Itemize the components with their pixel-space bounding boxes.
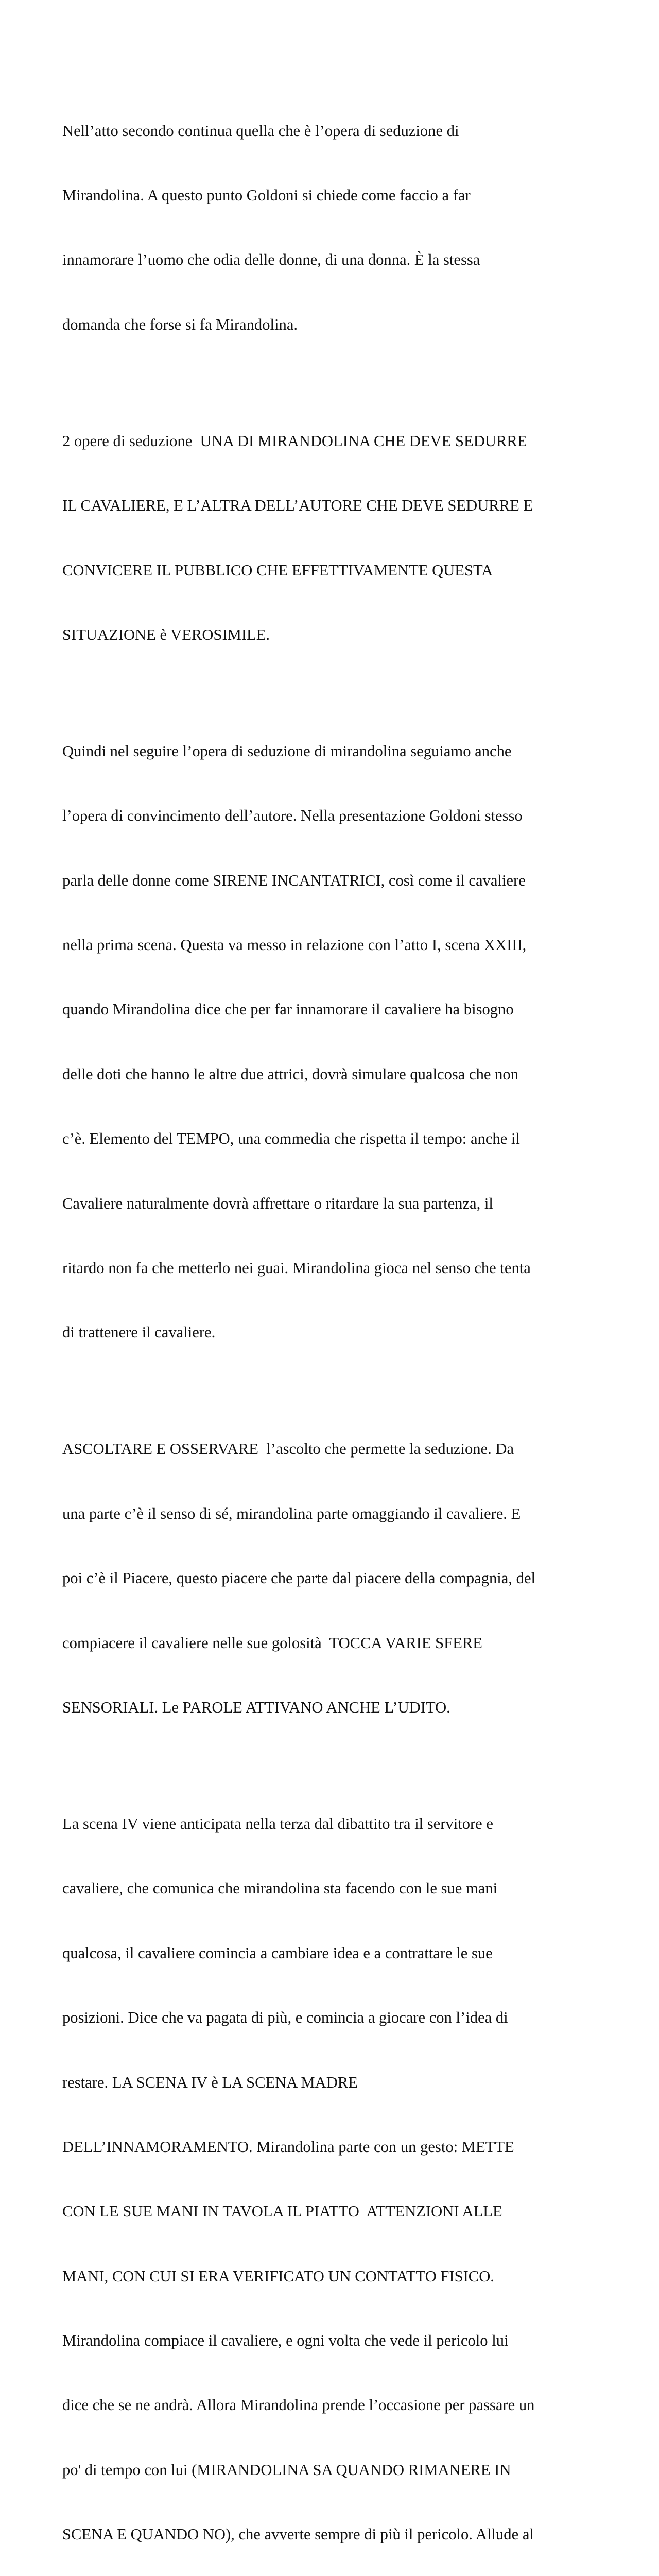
- paragraph-2: [62, 387, 608, 689]
- text-line: Mirandolina compiace il cavaliere, e ogni volta che vede il pericolo lui: [62, 2332, 509, 2350]
- paragraph-5: [62, 1770, 608, 2576]
- text-line: restare. LA SCENA IV è LA SCENA MADRE: [62, 2073, 358, 2091]
- text-line: c’è. Elemento del TEMPO, una commedia che rispetta il tempo: anche il: [62, 1130, 520, 1148]
- text-line: Quindi nel seguire l’opera di seduzione di mirandolina seguiamo anche: [62, 742, 512, 760]
- text-line: una parte c’è il senso di sé, mirandolina parte omaggiando il cavaliere. E: [62, 1504, 521, 1522]
- text-line: SCENA E QUANDO NO), che avverte sempre di più il pericolo. Allude al: [62, 2526, 534, 2544]
- text-line: 2 opere di seduzione UNA DI MIRANDOLINA CHE DEVE SEDURRE: [62, 432, 527, 450]
- text-line: Cavaliere naturalmente dovrà affrettare o ritardare la sua partenza, il: [62, 1194, 493, 1212]
- text-line: CON LE SUE MANI IN TAVOLA IL PIATTO ATTENZIONI ALLE: [62, 2202, 502, 2221]
- text-line: quando Mirandolina dice che per far innamorare il cavaliere ha bisogno: [62, 1001, 514, 1019]
- paragraph-4: [62, 1396, 608, 1762]
- text-line: Mirandolina. A questo punto Goldoni si chiede come faccio a far: [62, 186, 471, 204]
- text-line: Nell’atto secondo continua quella che è l’opera di seduzione di: [62, 122, 459, 140]
- text-line: La scena IV viene anticipata nella terza dal dibattito tra il servitore e: [62, 1815, 493, 1833]
- text-line: ritardo non fa che metterlo nei guai. Mirandolina gioca nel senso che tenta: [62, 1259, 531, 1277]
- text-line: DELL’INNAMORAMENTO. Mirandolina parte con un gesto: METTE: [62, 2138, 514, 2156]
- text-line: dice che se ne andrà. Allora Mirandolina prende l’occasione per passare un: [62, 2396, 535, 2414]
- text-line: qualcosa, il cavaliere comincia a cambiare idea e a contrattare le sue: [62, 1944, 493, 1962]
- text-line: delle doti che hanno le altre due attrici, dovrà simulare qualcosa che non: [62, 1065, 519, 1083]
- text-line: cavaliere, che comunica che mirandolina sta facendo con le sue mani: [62, 1879, 498, 1897]
- text-line: poi c’è il Piacere, questo piacere che parte dal piacere della compagnia, del: [62, 1569, 536, 1587]
- text-line: MANI, CON CUI SI ERA VERIFICATO UN CONTATTO FISICO.: [62, 2267, 494, 2285]
- document-body: [62, 77, 608, 2576]
- text-line: di trattenere il cavaliere.: [62, 1324, 216, 1342]
- paragraph-1: [62, 77, 608, 379]
- text-line: innamorare l’uomo che odia delle donne, di una donna. È la stessa: [62, 251, 480, 269]
- text-line: parla delle donne come SIRENE INCANTATRICI, così come il cavaliere: [62, 871, 526, 889]
- text-line: SENSORIALI. Le PAROLE ATTIVANO ANCHE L’UDITO.: [62, 1698, 450, 1716]
- text-line: CONVICERE IL PUBBLICO CHE EFFETTIVAMENTE QUESTA: [62, 561, 493, 579]
- text-line: compiacere il cavaliere nelle sue golosità TOCCA VARIE SFERE: [62, 1634, 482, 1652]
- text-line: SITUAZIONE è VEROSIMILE.: [62, 625, 270, 643]
- paragraph-3: [62, 698, 608, 1387]
- text-line: po' di tempo con lui (MIRANDOLINA SA QUANDO RIMANERE IN: [62, 2461, 511, 2479]
- text-line: nella prima scena. Questa va messo in relazione con l’atto I, scena XXIII,: [62, 936, 527, 954]
- text-line: ASCOLTARE E OSSERVARE l’ascolto che permette la seduzione. Da: [62, 1440, 514, 1458]
- text-line: domanda che forse si fa Mirandolina.: [62, 315, 298, 333]
- text-line: l’opera di convincimento dell’autore. Nella presentazione Goldoni stesso: [62, 807, 523, 825]
- text-line: posizioni. Dice che va pagata di più, e comincia a giocare con l’idea di: [62, 2009, 508, 2027]
- text-line: IL CAVALIERE, E L’ALTRA DELL’AUTORE CHE DEVE SEDURRE E: [62, 497, 533, 515]
